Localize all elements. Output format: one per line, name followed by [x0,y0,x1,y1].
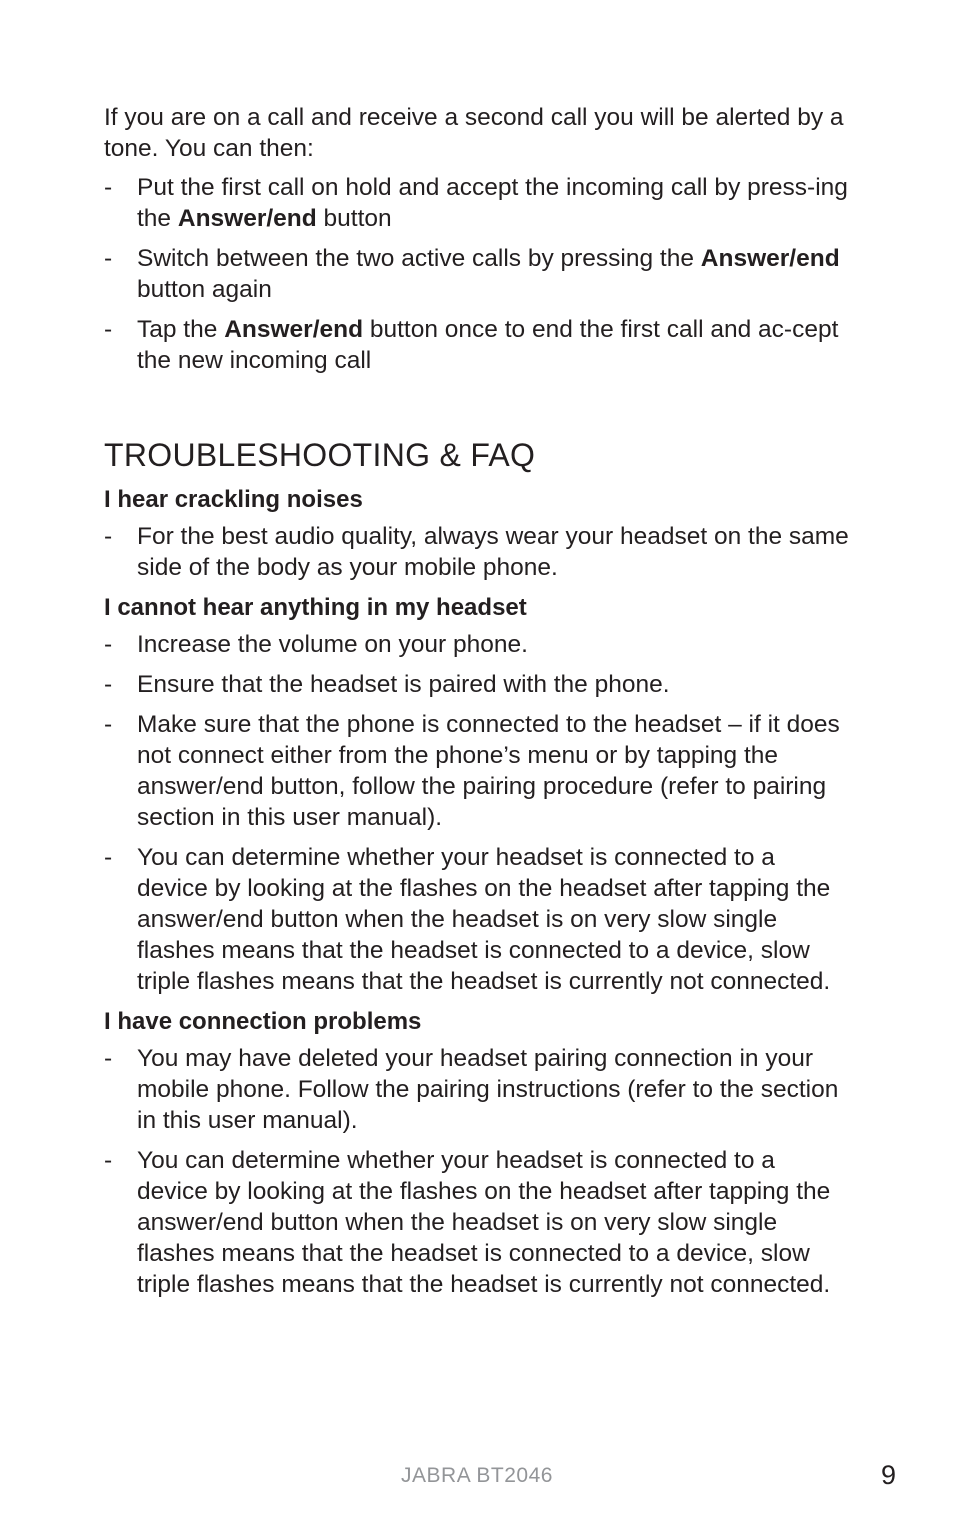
list-dash: - [104,1045,113,1072]
faq-heading: I hear crackling noises [104,486,363,513]
list-dash: - [104,631,113,658]
list-dash: - [104,711,113,738]
faq-item [104,521,849,583]
faq-heading: I cannot hear anything in my headset [104,594,527,621]
list-dash: - [104,1147,113,1174]
faq-item [104,669,849,700]
faq-item [104,1043,849,1136]
faq-item-text: Increase the volume on your phone. [137,631,528,658]
list-dash: - [104,844,113,871]
faq-list [104,521,849,583]
call-option-item [104,172,849,234]
call-option-text: Tap the [137,316,225,343]
answer-end-button-label: Answer/end [177,205,317,232]
faq-item-text: You can determine whether your headset is connected to a device by looking at the flashes on the headset after tapping the answer/end button when the headset is on very slow single flashes means that the headset is connected to a device, slow triple flashes means that the headset is currently not connected. [137,844,831,995]
call-option-text: button again [137,276,272,303]
page-number: 9 [880,1460,896,1490]
faq-section [104,592,849,997]
list-dash: - [104,671,113,698]
faq-item-text: Make sure that the phone is connected to the headset – if it does not connect either from the phone’s menu or by tapping the answer/end button, follow the pairing procedure (refer to pairing section in this user manual). [137,711,840,831]
troubleshooting-title: TROUBLESHOOTING & FAQ [104,437,536,473]
faq-item [104,629,849,660]
call-options-list [104,172,849,376]
faq-list [104,629,849,997]
faq-item [104,1145,849,1300]
faq-section [104,484,849,583]
call-option-item [104,243,849,305]
faq-item [104,842,849,997]
faq-heading: I have connection problems [104,1008,422,1035]
faq-item [104,709,849,833]
faq-item-text: For the best audio quality, always wear your headset on the same side of the body as your mobile phone. [137,523,849,581]
manual-page-content [104,102,849,1309]
footer-brand: JABRA BT2046 [401,1464,553,1487]
faq-item-text: Ensure that the headset is paired with the phone. [137,671,670,698]
list-dash: - [104,245,113,272]
list-dash: - [104,316,113,343]
intro-paragraph: If you are on a call and receive a second call you will be alerted by a tone. You can then: [104,104,844,162]
call-option-text: button once to end the first call and ac-cept the new incoming call [137,316,839,374]
call-option-text: Switch between the two active calls by pressing the [137,245,701,272]
faq-list [104,1043,849,1300]
call-option-text: Put the first call on hold and accept the incoming call by press-ing the [137,174,848,232]
list-dash: - [104,523,113,550]
faq-item-text: You can determine whether your headset is connected to a device by looking at the flashes on the headset after tapping the answer/end button when the headset is on very slow single flashes means that the headset is connected to a device, slow triple flashes means that the headset is currently not connected. [137,1147,831,1298]
answer-end-button-label: Answer/end [700,245,840,272]
call-option-text: button [316,205,392,232]
answer-end-button-label: Answer/end [224,316,364,343]
call-option-item [104,314,849,376]
list-dash: - [104,174,113,201]
faq-section [104,1006,849,1300]
faq-item-text: You may have deleted your headset pairing connection in your mobile phone. Follow the pairing instructions (refer to the section in this user manual). [137,1045,839,1134]
